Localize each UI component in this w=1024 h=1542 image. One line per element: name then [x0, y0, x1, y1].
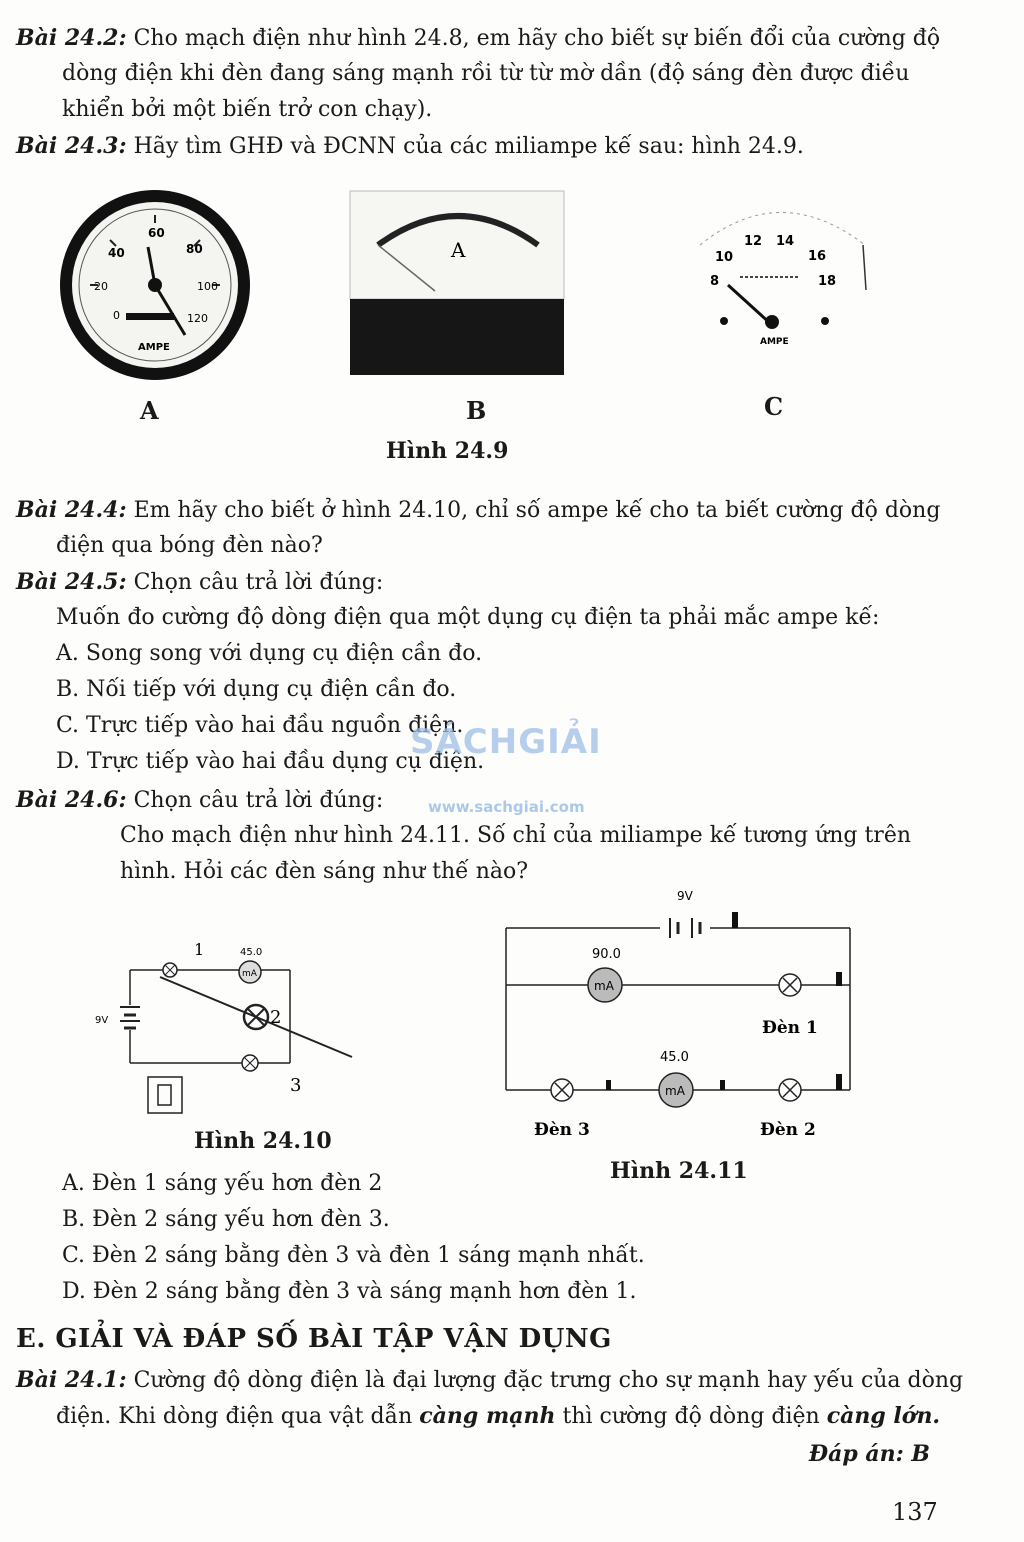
figure-24-9 — [60, 185, 900, 410]
section-e-title: E. GIẢI VÀ ĐÁP SỐ BÀI TẬP VẬN DỤNG — [16, 1324, 612, 1354]
fig2411-reading1: 90.0 — [592, 947, 621, 962]
meter-c-tick-18: 18 — [818, 274, 837, 289]
meter-a-tick-80: 80 — [186, 242, 203, 256]
b246-stem1: Cho mạch điện như hình 24.11. Số chỉ của miliampe kế tương ứng trên — [120, 823, 912, 848]
b243-text1: Hãy tìm GHĐ và ĐCNN của các miliampe kế sau: hình 24.9. — [133, 134, 804, 159]
b246-text1: Chọn câu trả lời đúng: — [133, 788, 384, 813]
meter-a-tick-40: 40 — [108, 246, 125, 260]
b245-option-b: B. Nối tiếp với dụng cụ điện cần đo. — [56, 677, 457, 702]
switch-icon — [148, 1077, 182, 1113]
b241-label: Bài 24.1: — [16, 1367, 127, 1393]
battery-9v-2411 — [670, 912, 738, 938]
b242-line2: dòng điện khi đèn đang sáng mạnh rồi từ từ mờ dần (độ sáng đèn được điều — [62, 61, 910, 86]
meter-c-tick-12: 12 — [744, 234, 763, 249]
lamp-3 — [242, 1055, 258, 1071]
fig249-caption: Hình 24.9 — [386, 438, 509, 464]
b243-label: Bài 24.3: — [16, 133, 127, 159]
b245-text1: Chọn câu trả lời đúng: — [133, 570, 384, 595]
b241-text2a: điện. Khi dòng điện qua vật dẫn — [56, 1404, 420, 1429]
meter-c-tick-10: 10 — [715, 250, 734, 265]
ammeter-1 — [588, 968, 622, 1002]
lamp-den-1 — [779, 974, 801, 996]
fig2411-battery-label: 9V — [677, 889, 693, 903]
b241-emph2: càng lớn. — [826, 1403, 941, 1429]
b245-option-d: D. Trực tiếp vào hai đầu dụng cụ điện. — [56, 749, 485, 774]
fig249-label-a: A — [140, 396, 159, 425]
fig2411-den1: Đèn 1 — [762, 1018, 818, 1038]
meter-c-tick-16: 16 — [808, 249, 827, 264]
meter-a-tick-20: 20 — [94, 280, 108, 293]
fig249-label-b: B — [466, 396, 487, 425]
b244-line2: điện qua bóng đèn nào? — [56, 533, 323, 558]
lamp-1 — [163, 963, 177, 977]
fig2411-meter2-unit: mA — [665, 1084, 685, 1098]
lamp-den-2 — [779, 1079, 801, 1101]
fig2410-node-2: 2 — [270, 1007, 282, 1028]
b242-label: Bài 24.2: — [16, 25, 127, 51]
b241-text1: Cường độ dòng điện là đại lượng đặc trưng cho sự mạnh hay yếu của dòng — [133, 1368, 964, 1393]
meter-c-tick-8: 8 — [710, 274, 720, 289]
b242-line3: khiển bởi một biến trở con chạy). — [62, 97, 433, 122]
b241-text2c: thì cường độ dòng điện — [555, 1404, 827, 1429]
fig249-label-c: C — [764, 392, 784, 421]
ammeter-ma — [239, 961, 261, 983]
fig2410-battery-label: 9V — [95, 1015, 109, 1026]
fig2410-node-1: 1 — [194, 940, 205, 959]
fig2411-den3: Đèn 3 — [534, 1120, 590, 1140]
b246-option-a: A. Đèn 1 sáng yếu hơn đèn 2 — [62, 1171, 383, 1196]
b244-line1 — [16, 492, 940, 529]
figure-24-10 — [90, 935, 370, 1125]
b246-label: Bài 24.6: — [16, 787, 127, 813]
meter-c — [700, 213, 866, 348]
b241-answer: Đáp án: B — [808, 1441, 930, 1467]
page-number: 137 — [892, 1498, 938, 1526]
b241-line1 — [16, 1362, 963, 1399]
watermark-brand: SÁCHGIẢI — [410, 722, 602, 762]
b246-line1 — [16, 782, 383, 819]
meter-b-unit: A — [451, 238, 466, 262]
b245-label: Bài 24.5: — [16, 569, 127, 595]
b242-text1: Cho mạch điện như hình 24.8, em hãy cho biết sự biến đổi của cường độ — [133, 26, 941, 51]
b241-line2 — [56, 1398, 940, 1435]
fig2410-node-3: 3 — [290, 1075, 302, 1096]
b242-line1 — [16, 20, 940, 57]
fig2411-meter1-unit: mA — [594, 979, 614, 993]
meter-b — [350, 191, 564, 375]
fig2411-reading2: 45.0 — [660, 1050, 689, 1065]
meter-a-tick-0: 0 — [113, 309, 120, 322]
b244-text1: Em hãy cho biết ở hình 24.10, chỉ số ampe kế cho ta biết cường độ dòng — [133, 498, 941, 523]
meter-a-tick-120: 120 — [187, 312, 208, 325]
meter-c-tick-14: 14 — [776, 234, 795, 249]
battery-9v — [120, 1007, 140, 1028]
b246-option-d: D. Đèn 2 sáng bằng đèn 3 và sáng mạnh hơn đèn 1. — [62, 1279, 637, 1304]
meter-c-unit: AMPE — [760, 337, 789, 347]
meter-a — [60, 190, 250, 380]
fig2411-den2: Đèn 2 — [760, 1120, 816, 1140]
b244-label: Bài 24.4: — [16, 497, 127, 523]
b246-stem2: hình. Hỏi các đèn sáng như thế nào? — [120, 859, 529, 884]
b245-line1 — [16, 564, 383, 601]
meter-a-tick-60: 60 — [148, 226, 165, 240]
lamp-den-3 — [551, 1079, 573, 1101]
meter-a-unit: AMPE — [138, 342, 170, 353]
b245-stem: Muốn đo cường độ dòng điện qua một dụng cụ điện ta phải mắc ampe kế: — [56, 605, 880, 630]
b243-line1 — [16, 128, 804, 165]
b246-option-b: B. Đèn 2 sáng yếu hơn đèn 3. — [62, 1207, 390, 1232]
watermark-url: www.sachgiai.com — [428, 798, 585, 816]
meter-a-tick-100: 100 — [197, 280, 218, 293]
fig2411-caption: Hình 24.11 — [610, 1158, 748, 1184]
fig2410-caption: Hình 24.10 — [194, 1128, 332, 1154]
b241-emph1: càng mạnh — [419, 1403, 556, 1429]
b245-option-a: A. Song song với dụng cụ điện cần đo. — [56, 641, 483, 666]
b246-option-c: C. Đèn 2 sáng bằng đèn 3 và đèn 1 sáng mạnh nhất. — [62, 1243, 645, 1268]
figure-24-11 — [500, 880, 870, 1145]
fig2410-meter-unit: mA — [242, 969, 257, 979]
fig2410-reading: 45.0 — [240, 947, 263, 958]
ammeter-2 — [659, 1073, 693, 1107]
b245-option-c: C. Trực tiếp vào hai đầu nguồn điện. — [56, 713, 464, 738]
